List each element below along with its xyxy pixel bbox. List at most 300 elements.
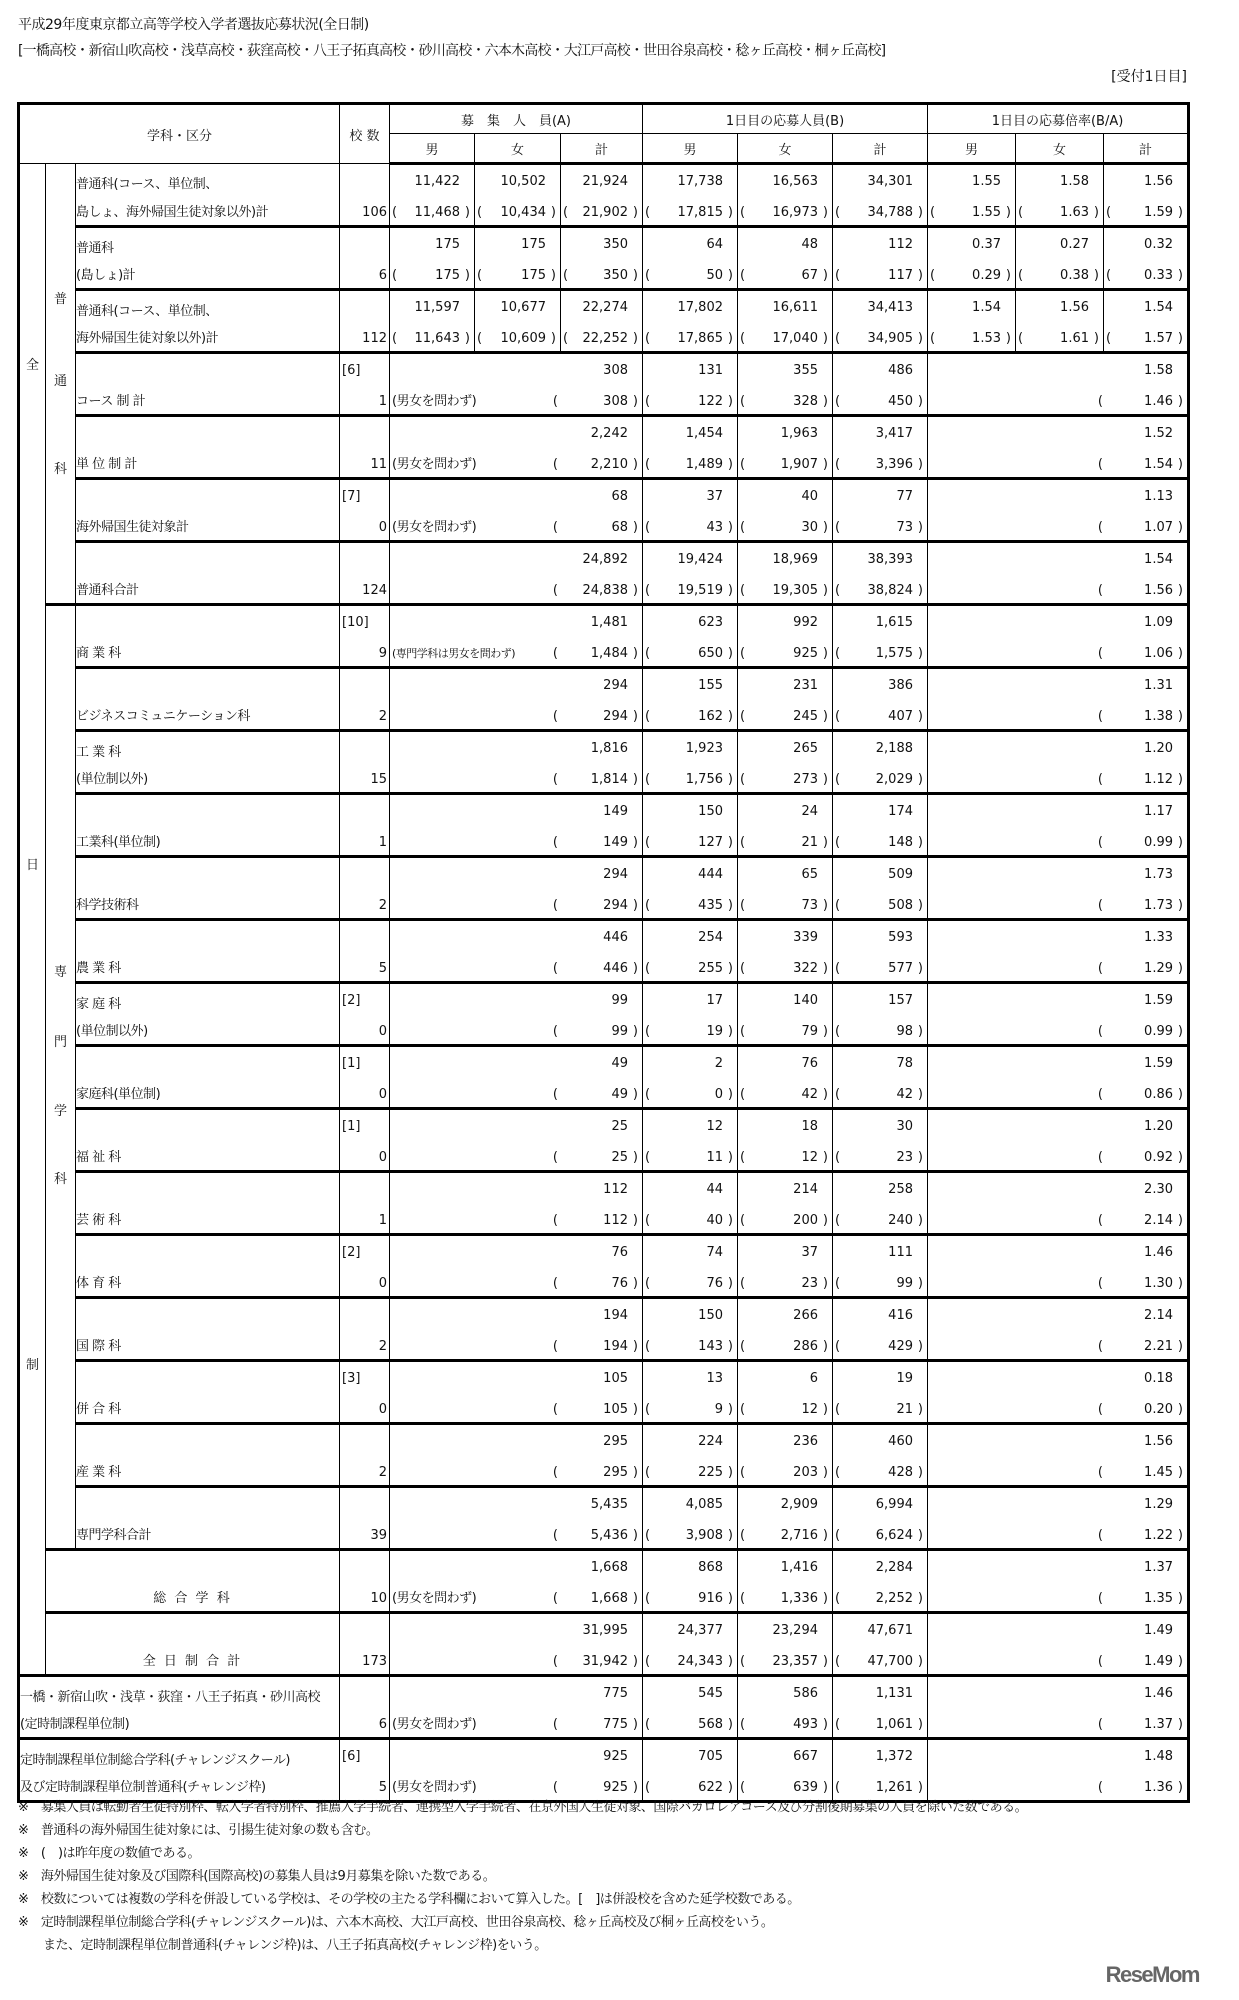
table-row [19,290,1189,353]
ratio-total-current: 2.30 [1144,1182,1173,1197]
applicants-female-previous-value: 67 [801,268,818,283]
row-label [19,1739,340,1802]
paren-open: ( [740,1024,746,1039]
ratio-female [1016,164,1104,227]
ratio-male-previous-value: 0.29 [972,268,1001,283]
paren-open: ( [835,1528,841,1543]
paren-open: ( [645,709,651,724]
paren-open: ( [740,1339,746,1354]
ratio-total-previous-value: 0.20 [1144,1402,1173,1417]
recruit-total-merged [390,1424,643,1487]
applicants-female-current: 18,969 [772,552,818,567]
paren-open: ( [740,1528,746,1543]
ratio-total-merged [928,1550,1189,1613]
futsu-group-cell [46,164,76,605]
applicants-female-current: 1,963 [780,426,818,441]
table-row [19,353,1189,416]
paren-close: ) [1177,1717,1183,1732]
applicants-total [833,1298,928,1361]
ratio-total-merged [928,353,1189,416]
paren-open: ( [1018,205,1024,220]
paren-open: ( [645,646,651,661]
paren-open: ( [740,1717,746,1732]
applicants-total-previous-value: 34,905 [867,331,913,346]
table-row [19,857,1189,920]
ratio-total-previous-value: 1.37 [1144,1717,1173,1732]
applicants-total-current: 386 [888,678,913,693]
row-label-line: 工 業 科 [76,745,121,760]
applicants-total-previous-value: 21 [896,1402,913,1417]
recruit-total-merged [390,542,643,605]
paren-close: ) [822,394,828,409]
paren-open: ( [552,1276,558,1291]
table-row [19,668,1189,731]
applicants-male-previous-value: 568 [698,1717,723,1732]
ratio-total-previous-value: 0.92 [1144,1150,1173,1165]
paren-close: ) [727,1339,733,1354]
footnote: また、定時制課程単位制普通科(チャレンジ枠)は、八王子拓真高校(チャレンジ枠)をいう。 [18,1938,547,1953]
row-label-line: (単位制以外) [76,1024,148,1039]
applicants-male-previous [643,709,737,724]
applicants-female [738,1361,833,1424]
paren-open: ( [645,520,651,535]
row-label-line: 併 合 科 [76,1402,121,1417]
paren-close: ) [632,835,638,850]
paren-open: ( [1097,457,1103,472]
schools-bracket: [7] [342,489,361,504]
paren-close: ) [1177,898,1183,913]
paren-close: ) [822,961,828,976]
ratio-total-merged [928,668,1189,731]
applicants-male-previous [643,268,737,283]
applicants-female-previous [738,1213,832,1228]
paren-close: ) [632,1276,638,1291]
paren-close: ) [917,1024,923,1039]
recruit-female-previous [475,331,560,346]
applicants-female [738,1739,833,1802]
paren-open: ( [1097,394,1103,409]
applicants-total-previous [833,1087,927,1102]
applicants-male-current: 64 [706,237,723,252]
paren-close: ) [822,520,828,535]
applicants-total [833,920,928,983]
paren-close: ) [727,583,733,598]
applicants-total-previous [833,1339,927,1354]
recruit-female-previous [475,205,560,220]
paren-open: ( [563,268,569,283]
applicants-female-current: 24 [801,804,818,819]
ratio-total-previous-value: 1.29 [1144,961,1173,976]
paren-close: ) [917,772,923,787]
applicants-male [643,1109,738,1172]
paren-open: ( [645,1654,651,1669]
applicants-male-previous-value: 19 [706,1024,723,1039]
ratio-total-current: 1.17 [1144,804,1173,819]
applicants-total [833,227,928,290]
applicants-total-previous [833,1591,927,1606]
paren-close: ) [822,1276,828,1291]
schools-cell [340,227,390,290]
paren-close: ) [1177,1339,1183,1354]
schools-count: 2 [378,709,387,724]
paren-open: ( [552,835,558,850]
applicants-female-previous-value: 79 [801,1024,818,1039]
applicants-female-current: 2,909 [780,1497,818,1512]
recruit-total-merged [390,668,643,731]
recruit-female-current: 10,502 [500,174,546,189]
recruit-total-merged [390,1613,643,1676]
schools-count: 112 [362,331,387,346]
schools-cell [340,1424,390,1487]
ratio-total-current: 0.32 [1144,237,1173,252]
schools-cell [340,605,390,668]
ratio-total-previous-value: 1.49 [1144,1654,1173,1669]
paren-open: ( [930,205,936,220]
paren-close: ) [727,268,733,283]
applicants-male-previous [643,1276,737,1291]
applicants-male-previous [643,1528,737,1543]
applicants-female-previous-value: 493 [793,1717,818,1732]
paren-close: ) [822,646,828,661]
paren-close: ) [822,709,828,724]
table-row [19,542,1189,605]
recruit-total-current: 775 [603,1686,628,1701]
paren-close: ) [727,1717,733,1732]
header-b-total: 計 [833,134,928,164]
recruit-total-previous-value: 1,668 [590,1591,628,1606]
applicants-male-previous [643,1654,737,1669]
row-label-line: 国 際 科 [76,1339,121,1354]
recruit-total-current: 112 [603,1182,628,1197]
ratio-total-current: 1.29 [1144,1497,1173,1512]
applicants-male-current: 17,738 [677,174,723,189]
paren-close: ) [1177,1591,1183,1606]
applicants-total-previous [833,1528,927,1543]
recruit-total-previous-value: 49 [611,1087,628,1102]
paren-open: ( [740,709,746,724]
schools-cell [340,542,390,605]
table-row [19,1298,1189,1361]
applicants-female-previous-value: 245 [793,709,818,724]
paren-open: ( [645,331,651,346]
applicants-total [833,983,928,1046]
paren-open: ( [1106,205,1112,220]
paren-open: ( [835,205,841,220]
schools-count: 39 [370,1528,387,1543]
applicants-total [833,857,928,920]
schools-cell [340,164,390,227]
applicants-female-current: 140 [793,993,818,1008]
schools-cell [340,668,390,731]
schools-count: 0 [378,1087,387,1102]
paren-close: ) [727,961,733,976]
recruit-total-merged [390,353,643,416]
paren-open: ( [645,835,651,850]
paren-close: ) [822,1087,828,1102]
recruit-total-merged [390,605,643,668]
applicants-female-previous-value: 273 [793,772,818,787]
applicants-male-previous [643,835,737,850]
recruit-total-previous-value: 925 [603,1780,628,1795]
applicants-male-previous-value: 650 [698,646,723,661]
paren-close: ) [632,898,638,913]
paren-open: ( [1097,961,1103,976]
recruit-total-previous [390,772,642,787]
applicants-female-previous-value: 19,305 [772,583,818,598]
applicants-male-previous [643,1717,737,1732]
ratio-total-previous [928,1024,1187,1039]
paren-close: ) [917,646,923,661]
table-row [19,983,1189,1046]
paren-open: ( [835,457,841,472]
ratio-total-merged [928,920,1189,983]
applicants-total-previous-value: 38,824 [867,583,913,598]
applicants-male-previous-value: 24,343 [677,1654,723,1669]
applicants-female [738,1235,833,1298]
applicants-total-previous [833,583,927,598]
paren-close: ) [632,394,638,409]
recruit-total-previous [561,331,642,346]
paren-close: ) [822,1465,828,1480]
recruit-total-merged [390,1676,643,1739]
recruit-total-merged [390,920,643,983]
paren-open: ( [1097,1150,1103,1165]
ratio-total-previous [928,709,1187,724]
recruit-total-current: 21,924 [582,174,628,189]
ratio-total-previous-value: 1.73 [1144,898,1173,913]
paren-close: ) [1177,1654,1183,1669]
applicants-male [643,1739,738,1802]
paren-close: ) [727,646,733,661]
paren-close: ) [822,772,828,787]
paren-open: ( [740,1276,746,1291]
applicants-total-current: 486 [888,363,913,378]
recruit-total-previous-value: 68 [611,520,628,535]
table-row [19,1235,1189,1298]
schools-bracket: [1] [342,1119,361,1134]
applicants-male-previous [643,1591,737,1606]
applicants-female [738,605,833,668]
applicants-female-previous [738,1087,832,1102]
paren-open: ( [552,1213,558,1228]
row-label [76,857,340,920]
paren-open: ( [1106,331,1112,346]
paren-close: ) [1093,331,1099,346]
applicants-male [643,164,738,227]
applicants-female-previous [738,205,832,220]
paren-open: ( [645,1591,651,1606]
applicants-female-current: 6 [809,1371,818,1386]
paren-open: ( [740,1087,746,1102]
paren-close: ) [727,331,733,346]
applicants-male-previous-value: 43 [706,520,723,535]
recruit-male-previous-value: 175 [435,268,460,283]
applicants-male-previous-value: 916 [698,1591,723,1606]
recruit-total-current: 76 [611,1245,628,1260]
applicants-total-previous-value: 240 [888,1213,913,1228]
paren-open: ( [1097,709,1103,724]
paren-close: ) [632,1654,638,1669]
paren-close: ) [632,1087,638,1102]
ratio-total-current: 0.18 [1144,1371,1173,1386]
row-label-line: (単位制以外) [76,772,148,787]
row-label [76,920,340,983]
zennichi-vertical-char: 制 [25,1358,39,1373]
paren-open: ( [835,583,841,598]
applicants-female-previous [738,1150,832,1165]
paren-open: ( [835,1213,841,1228]
resemom-logo: ReseMom [1105,1962,1199,1987]
header-a-male: 男 [390,134,475,164]
ratio-total-current: 1.13 [1144,489,1173,504]
ratio-total-merged [928,1172,1189,1235]
paren-open: ( [552,1591,558,1606]
schools-cell [340,731,390,794]
recruit-total-merged [390,479,643,542]
paren-open: ( [835,1717,841,1732]
applicants-female-previous-value: 12 [801,1402,818,1417]
paren-open: ( [552,457,558,472]
table-row [19,164,1189,227]
ratio-total-merged [928,1424,1189,1487]
applicants-total [833,1235,928,1298]
paren-close: ) [1177,1087,1183,1102]
applicants-female-current: 355 [793,363,818,378]
applicants-male-previous [643,1780,737,1795]
schools-cell [340,920,390,983]
recruit-male-previous [390,205,474,220]
recruit-total-previous-value: 1,484 [590,646,628,661]
recruit-total-merged [390,731,643,794]
paren-open: ( [552,1087,558,1102]
recruit-total-current: 99 [611,993,628,1008]
paren-close: ) [917,1717,923,1732]
ratio-total-previous [928,1213,1187,1228]
applicants-female-previous [738,1654,832,1669]
applicants-female [738,794,833,857]
ratio-total-current: 1.56 [1144,174,1173,189]
recruit-male [390,164,475,227]
zennichi-vertical-char: 日 [25,858,39,873]
recruit-total-previous [390,1465,642,1480]
paren-open: ( [835,1276,841,1291]
table-row [19,731,1189,794]
paren-open: ( [740,646,746,661]
paren-open: ( [740,1654,746,1669]
applicants-female-previous [738,331,832,346]
applicants-total-previous [833,1780,927,1795]
row-label [76,1235,340,1298]
applicants-female [738,1172,833,1235]
applicants-total [833,1487,928,1550]
schools-cell [340,1361,390,1424]
applicants-male-current: 24,377 [677,1623,723,1638]
paren-open: ( [835,961,841,976]
applicants-total [833,416,928,479]
applicants-male-previous-value: 225 [698,1465,723,1480]
paren-open: ( [740,1402,746,1417]
applicants-male-current: 705 [698,1749,723,1764]
ratio-total-previous-value: 1.54 [1144,457,1173,472]
table-row [19,1739,1189,1802]
applicants-male [643,1550,738,1613]
paren-close: ) [632,646,638,661]
applicants-male [643,1235,738,1298]
gender-note: (男女を問わず) [392,1717,477,1732]
ratio-total-previous [928,646,1187,661]
applicants-female-current: 339 [793,930,818,945]
recruit-female [475,164,561,227]
paren-close: ) [822,1213,828,1228]
applicants-female-previous [738,394,832,409]
applicants-male-current: 44 [706,1182,723,1197]
paren-open: ( [1018,268,1024,283]
gender-note: (男女を問わず) [392,520,477,535]
recruit-total-previous-value: 21,902 [582,205,628,220]
ratio-total-merged [928,542,1189,605]
paren-close: ) [822,1654,828,1669]
recruit-total-merged [390,794,643,857]
applicants-male-previous-value: 162 [698,709,723,724]
recruit-total-current: 149 [603,804,628,819]
recruit-total-merged [390,416,643,479]
ratio-total-current: 1.48 [1144,1749,1173,1764]
table-row [19,1109,1189,1172]
applicants-male [643,1676,738,1739]
recruit-total-previous [390,1402,642,1417]
paren-open: ( [930,331,936,346]
ratio-total-merged [928,479,1189,542]
applicants-male-current: 74 [706,1245,723,1260]
paren-open: ( [552,709,558,724]
paren-open: ( [835,268,841,283]
applicants-female-previous [738,646,832,661]
recruit-total-previous-value: 446 [603,961,628,976]
senmon-vertical-char: 学 [53,1104,67,1119]
applicants-total [833,542,928,605]
paren-open: ( [835,1150,841,1165]
applicants-total-previous [833,457,927,472]
paren-close: ) [822,1402,828,1417]
paren-open: ( [645,394,651,409]
applicants-male-previous [643,1150,737,1165]
applicants-total-current: 416 [888,1308,913,1323]
recruit-total-merged [390,1109,643,1172]
applicants-total [833,479,928,542]
paren-close: ) [632,709,638,724]
applicants-total-previous-value: 73 [896,520,913,535]
row-label [76,1298,340,1361]
applicants-female [738,542,833,605]
row-label-line: 家庭科(単位制) [76,1087,161,1102]
schools-count: 9 [378,646,387,661]
row-label [46,1613,340,1676]
applicants-total-previous-value: 508 [888,898,913,913]
paren-close: ) [727,1150,733,1165]
row-label-line: 普通科(コース、単位制、 [76,177,218,192]
paren-open: ( [645,1087,651,1102]
senmon-vertical-char: 門 [53,1035,67,1050]
schools-count: 0 [378,1402,387,1417]
applicants-total-previous-value: 429 [888,1339,913,1354]
paren-close: ) [464,205,470,220]
applicants-male [643,857,738,920]
schools-cell [340,290,390,353]
recruit-male-previous [390,331,474,346]
paren-open: ( [1097,835,1103,850]
applicants-total-previous-value: 3,396 [875,457,913,472]
applicants-total-previous [833,961,927,976]
